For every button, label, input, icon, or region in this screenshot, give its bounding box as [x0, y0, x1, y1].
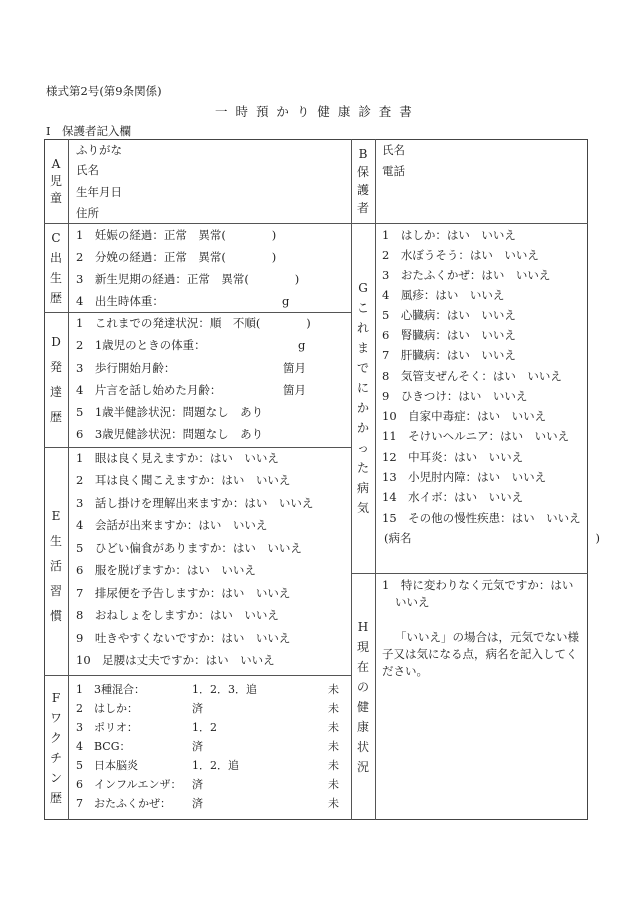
section-d-label — [44, 312, 68, 447]
section-title: I 保護者記入欄 — [46, 124, 132, 138]
section-h-label-7: 状 — [356, 739, 369, 754]
birth-history-item: 4 出生時体重： — [76, 294, 164, 308]
section-h-label-6: 康 — [356, 719, 369, 734]
section-h-label-2: 現 — [356, 639, 369, 654]
vaccine-status: 未 — [328, 759, 339, 772]
vaccine-status: 未 — [328, 778, 339, 791]
divider-b-g — [351, 223, 588, 224]
section-g-label-4: ま — [356, 341, 369, 355]
birth-history-item: 1 妊娠の経過：正常 異常( ) — [76, 228, 277, 242]
vaccine-status: 未 — [328, 797, 339, 810]
lifestyle-item: 2 耳は良く聞こえますか：はい いいえ — [76, 473, 291, 487]
divider-d-e — [44, 447, 351, 448]
past-illness-item: 5 心臓病：はい いいえ — [382, 308, 516, 322]
birth-history-item: 2 分娩の経過：正常 異常( ) — [76, 250, 277, 264]
guardian-name-label: 氏名 — [382, 143, 405, 157]
vaccine-name: 7 おたふくかぜ： — [76, 797, 171, 810]
child-name-label: 氏名 — [76, 163, 99, 177]
section-b-label — [351, 139, 375, 223]
current-health-note: 子又は気になる点，病名を記入してく — [382, 647, 578, 661]
section-c-label-1: C — [51, 230, 61, 245]
disease-name-field: (病名 ) — [384, 531, 600, 545]
section-f-label-3: ク — [49, 730, 62, 745]
current-health-note: ださい。 — [382, 664, 428, 678]
current-health-question-cont: いいえ — [395, 595, 430, 609]
past-illness-item: 2 水ぼうそう：はい いいえ — [382, 248, 539, 262]
section-g-label-9: っ — [356, 441, 369, 455]
vaccine-doses: 済 — [192, 797, 203, 810]
past-illness-item: 11 そけいヘルニア：はい いいえ — [382, 429, 570, 443]
vaccine-name: 5 日本脳炎 — [76, 759, 138, 772]
development-item: 5 1歳半健診状況：問題なし あり — [76, 405, 264, 419]
vaccine-doses: 済 — [192, 778, 203, 791]
development-unit: 箇月 — [283, 361, 306, 375]
section-h-label-8: 況 — [356, 759, 369, 774]
section-h-label-1: H — [357, 619, 369, 634]
section-e-label-1: E — [51, 509, 61, 523]
guardian-phone-label: 電話 — [382, 164, 405, 178]
child-address-label: 住所 — [76, 206, 99, 220]
lifestyle-item: 4 会話が出来ますか：はい いいえ — [76, 518, 268, 532]
section-g-label-2: こ — [356, 301, 369, 315]
vaccine-name: 1 3種混合： — [76, 683, 145, 696]
section-d-label-1: D — [51, 335, 61, 349]
section-h-label-4: の — [356, 679, 369, 694]
development-item: 3 歩行開始月齢： — [76, 361, 176, 375]
past-illness-item: 4 風疹：はい いいえ — [382, 288, 505, 302]
vaccine-status: 未 — [328, 683, 339, 696]
section-f-label-5: ン — [49, 770, 62, 785]
section-g-label-1: G — [358, 281, 368, 295]
vaccine-doses: 1．2．3．追 — [192, 683, 257, 696]
current-health-note: 「いいえ」の場合は，元気でない様 — [395, 630, 579, 644]
section-b-label-1: B — [358, 147, 368, 161]
vaccine-name: 4 BCG： — [76, 740, 131, 753]
past-illness-item: 12 中耳炎：はい いいえ — [382, 450, 524, 464]
section-d-label-4: 歴 — [49, 410, 62, 424]
past-illness-item: 14 水イボ：はい いいえ — [382, 490, 524, 504]
lifestyle-item: 6 服を脱げますか：はい いいえ — [76, 563, 256, 577]
development-unit: g — [298, 338, 306, 352]
divider-right-labels — [375, 139, 376, 820]
section-b-label-2: 保 — [356, 165, 369, 179]
vaccine-status: 未 — [328, 702, 339, 715]
divider-left-labels — [68, 139, 69, 820]
development-unit: 箇月 — [283, 383, 306, 397]
past-illness-item: 7 肝臓病：はい いいえ — [382, 348, 516, 362]
section-e-label-5: 慣 — [49, 609, 62, 623]
vaccine-status: 未 — [328, 740, 339, 753]
section-a-label-3: 童 — [49, 191, 62, 205]
section-g-label-5: で — [356, 361, 369, 375]
child-birthdate-label: 生年月日 — [76, 185, 122, 199]
lifestyle-item: 3 話し掛けを理解出来ますか：はい いいえ — [76, 496, 314, 510]
past-illness-item: 8 気管支ぜんそく：はい いいえ — [382, 369, 562, 383]
section-g-label-10: た — [356, 461, 369, 475]
lifestyle-item: 8 おねしょをしますか：はい いいえ — [76, 608, 279, 622]
section-e-label — [44, 447, 68, 675]
section-a-label-1: A — [51, 157, 61, 171]
vaccine-doses: 1．2．追 — [192, 759, 239, 772]
vaccine-doses: 済 — [192, 740, 203, 753]
section-d-label-2: 発 — [49, 360, 62, 374]
section-g-label — [351, 223, 375, 573]
divider-a-c — [44, 223, 351, 224]
section-e-label-2: 生 — [49, 534, 62, 548]
divider-e-f — [44, 675, 351, 676]
section-a-label — [44, 139, 68, 223]
section-f-label-1: F — [51, 690, 61, 705]
past-illness-item: 9 ひきつけ：はい いいえ — [382, 389, 528, 403]
development-item: 4 片言を話し始めた月齢： — [76, 383, 222, 397]
vaccine-name: 6 インフルエンザ： — [76, 778, 182, 791]
development-item: 6 3歳児健診状況：問題なし あり — [76, 427, 264, 441]
section-f-label-6: 歴 — [49, 790, 62, 805]
section-c-label-4: 歴 — [49, 290, 62, 305]
vaccine-status: 未 — [328, 721, 339, 734]
past-illness-item: 13 小児肘内障：はい いいえ — [382, 470, 547, 484]
current-health-question: 1 特に変わりなく元気ですか：はい — [382, 578, 574, 592]
development-item: 1 これまでの発達状況：順 不順( ) — [76, 316, 311, 330]
section-g-label-12: 気 — [356, 501, 369, 515]
section-e-label-4: 習 — [49, 584, 62, 598]
section-h-label — [351, 573, 375, 820]
past-illness-item: 6 腎臓病：はい いいえ — [382, 328, 516, 342]
past-illness-item: 15 その他の慢性疾患：はい いいえ — [382, 511, 581, 525]
child-furigana-label: ふりがな — [76, 143, 122, 157]
form-number: 様式第2号(第9条関係) — [46, 84, 162, 98]
divider-g-h — [351, 573, 588, 574]
section-g-label-3: れ — [356, 321, 369, 335]
lifestyle-item: 7 排尿便を予告しますか：はい いいえ — [76, 586, 291, 600]
lifestyle-item: 5 ひどい偏食がありますか：はい いいえ — [76, 541, 302, 555]
section-h-label-3: 在 — [356, 659, 369, 674]
past-illness-item: 3 おたふくかぜ：はい いいえ — [382, 268, 551, 282]
section-d-label-3: 達 — [49, 385, 62, 399]
section-g-label-7: か — [356, 401, 369, 415]
section-c-label-2: 出 — [49, 250, 62, 265]
vaccine-doses: 済 — [192, 702, 203, 715]
lifestyle-item: 1 眼は良く見えますか：はい いいえ — [76, 451, 279, 465]
section-e-label-3: 活 — [49, 559, 62, 573]
development-item: 2 1歳児のときの体重： — [76, 338, 206, 352]
section-c-label-3: 生 — [49, 270, 62, 285]
section-f-label-2: ワ — [49, 710, 62, 725]
divider-c-d — [44, 312, 351, 313]
lifestyle-item: 10 足腰は丈夫ですか：はい いいえ — [76, 653, 275, 667]
vaccine-doses: 1．2 — [192, 721, 217, 734]
section-c-label — [44, 223, 68, 312]
document-title: 一 時 預 か り 健 康 診 査 書 — [215, 104, 414, 119]
section-g-label-11: 病 — [356, 481, 369, 495]
section-f-label — [44, 675, 68, 820]
past-illness-item: 10 自家中毒症：はい いいえ — [382, 409, 547, 423]
birth-weight-unit: g — [282, 294, 290, 308]
section-b-label-4: 者 — [356, 201, 369, 215]
vaccine-name: 3 ポリオ： — [76, 721, 138, 734]
vaccine-name: 2 はしか： — [76, 702, 138, 715]
section-h-label-5: 健 — [356, 699, 369, 714]
past-illness-item: 1 はしか：はい いいえ — [382, 228, 516, 242]
section-g-label-8: か — [356, 421, 369, 435]
section-g-label-6: に — [356, 381, 369, 395]
section-f-label-4: チ — [49, 750, 62, 765]
lifestyle-item: 9 吐きやすくないですか：はい いいえ — [76, 631, 291, 645]
birth-history-item: 3 新生児期の経過：正常 異常( ) — [76, 272, 300, 286]
section-b-label-3: 護 — [356, 183, 369, 197]
section-a-label-2: 児 — [49, 174, 62, 188]
